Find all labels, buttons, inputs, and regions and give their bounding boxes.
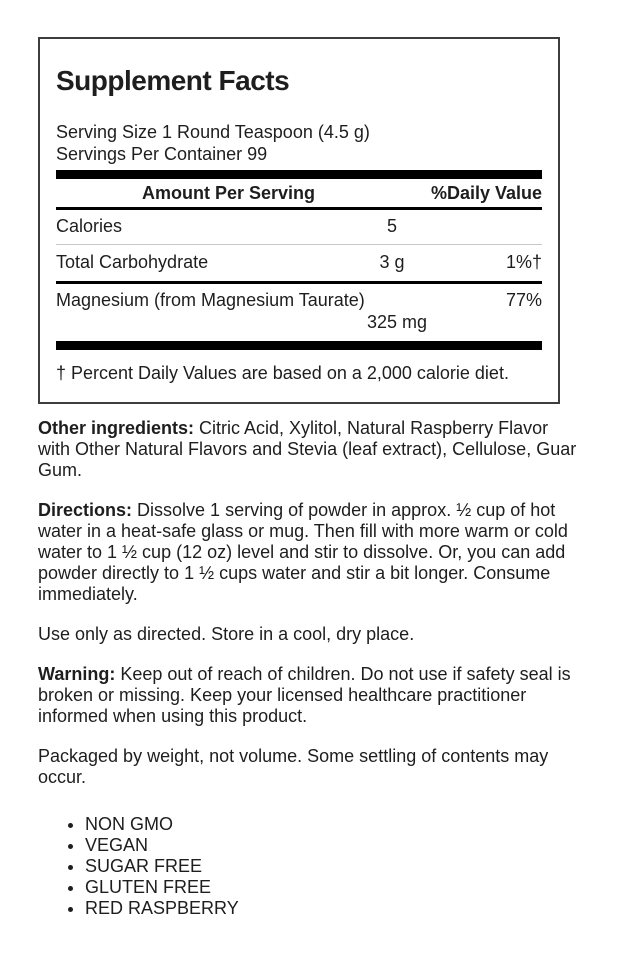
total-carbohydrate-row [56, 245, 542, 281]
total-carbohydrate-name: Total Carbohydrate [56, 252, 209, 272]
total-carbohydrate-amount: 3 g [379, 252, 405, 272]
directions-paragraph [38, 500, 578, 605]
warning-label: Warning: [38, 664, 116, 684]
warning-text: Keep out of reach of children. Do not use if safety seal is broken or missing. Keep your licensed healthcare practitioner informed when using this product. [38, 664, 571, 726]
daily-value-footnote: † Percent Daily Values are based on a 2,000 calorie diet. [56, 363, 509, 383]
serving-size-line: Serving Size 1 Round Teaspoon (4.5 g) [56, 122, 370, 142]
directions-label: Directions: [38, 500, 133, 520]
thick-divider-bottom [56, 341, 542, 350]
feature-item-non-gmo: • NON GMO [85, 814, 625, 834]
packaging-paragraph: Packaged by weight, not volume. Some settling of contents may occur. [38, 746, 549, 787]
magnesium-row-line1 [56, 290, 542, 311]
magnesium-amount: 325 mg [366, 312, 428, 332]
feature-item-vegan: • VEGAN [85, 835, 625, 855]
magnesium-name: Magnesium (from Magnesium Taurate) [56, 290, 365, 310]
warning-paragraph [38, 664, 578, 727]
supplement-facts-panel [38, 37, 560, 404]
daily-value-header: %Daily Value [430, 183, 542, 203]
calories-name: Calories [56, 216, 123, 236]
usage-paragraph: Use only as directed. Store in a cool, dry place. [38, 624, 415, 644]
other-ingredients-paragraph [38, 418, 578, 481]
other-ingredients-text: Citric Acid, Xylitol, Natural Raspberry Flavor with Other Natural Flavors and Stevia (leaf extract), Cellulose, Guar Gum. [38, 418, 577, 480]
panel-title: Supplement Facts [56, 65, 290, 96]
feature-item-sugar-free: • SUGAR FREE [85, 856, 625, 876]
feature-item-red-raspberry: • RED RASPBERRY [85, 898, 625, 918]
amount-per-serving-header: Amount Per Serving [141, 183, 316, 203]
magnesium-row [56, 284, 542, 341]
feature-list [38, 814, 625, 918]
table-header-row [56, 179, 542, 207]
calories-row [56, 210, 542, 244]
total-carbohydrate-dv: 1%† [505, 252, 542, 272]
feature-item-gluten-free: • GLUTEN FREE [85, 877, 625, 897]
other-ingredients-label: Other ingredients: [38, 418, 195, 438]
servings-per-container-line: Servings Per Container 99 [56, 144, 268, 164]
calories-amount: 5 [386, 216, 397, 236]
directions-text: Dissolve 1 serving of powder in approx. ½ cup of hot water in a heat-safe glass or mug. Then fill with more warm or cold water to 1 ½ cup (12 oz) level and stir to dissolve. Or, you can add powder directly to 1 ½ cups water and stir a bit longer. Consume immediately. [38, 500, 568, 604]
thick-divider-top [56, 170, 542, 179]
magnesium-dv: 77% [505, 290, 542, 310]
